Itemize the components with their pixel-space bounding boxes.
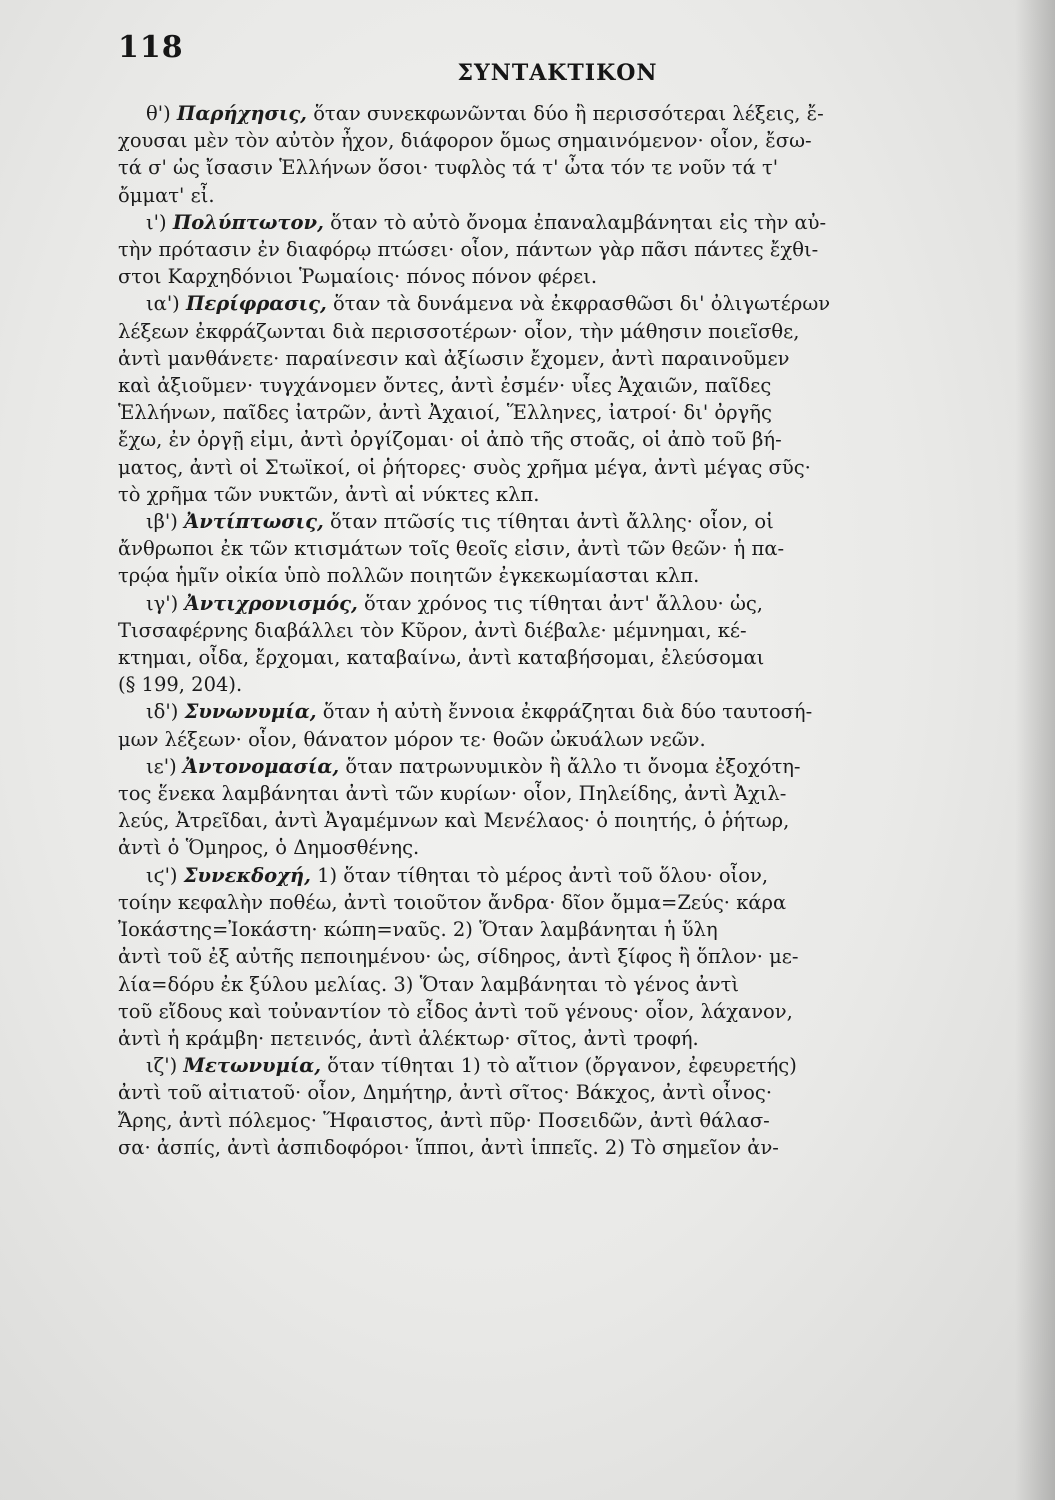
paragraph (118, 290, 968, 508)
paragraph (118, 100, 968, 209)
paragraph (118, 508, 968, 590)
text-line: λεύς, Ἀτρεῖδαι, ἀντὶ Ἀγαμέμνων καὶ Μενέλαος· ὁ ποιητής, ὁ ῥήτωρ, (118, 809, 790, 833)
line-text: ὅταν πατρωνυμικὸν ἢ ἄλλο τι ὄνομα ἐξοχότη- (345, 754, 801, 778)
paragraph-number: ιδ') (146, 700, 179, 724)
text-line: ὄμματ' εἶ. (118, 183, 215, 207)
text-line: τὴν πρότασιν ἐν διαφόρῳ πτώσει· οἷον, πάντων γὰρ πᾶσι πάντες ἔχθι- (118, 238, 819, 262)
text-line: τοίην κεφαλὴν ποθέω, ἀντὶ τοιοῦτον ἄνδρα· δῖον ὄμμα=Ζεύς· κάρα (118, 890, 787, 914)
paragraph (118, 590, 968, 699)
page-number: 118 (118, 30, 184, 65)
text-line: ἀντὶ ἡ κράμβη· πετεινός, ἀντὶ ἀλέκτωρ· σῖτος, ἀντὶ τροφή. (118, 1026, 699, 1050)
paragraph-number: ια') (146, 292, 180, 316)
text-line: (§ 199, 204). (118, 673, 243, 697)
text-line: ἔχω, ἐν ὀργῇ εἰμι, ἀντὶ ὀργίζομαι· οἱ ἀπὸ τῆς στοᾶς, οἱ ἀπὸ τοῦ βή- (118, 428, 782, 452)
line-text: ὅταν χρόνος τις τίθηται ἀντ' ἄλλου· ὡς, (364, 591, 763, 615)
text-line: Ἄρης, ἀντὶ πόλεμος· Ἥφαιστος, ἀντὶ πῦρ· Ποσειδῶν, ἀντὶ θάλασ- (118, 1108, 770, 1132)
line-text: ὅταν τὰ δυνάμενα νὰ ἐκφρασθῶσι δι' ὀλιγωτέρων (332, 292, 831, 316)
line-text: ὅταν τὸ αὐτὸ ὄνομα ἐπαναλαμβάνηται εἰς τὴν αὐ- (330, 210, 827, 234)
figure-term: Ἀντιχρονισμός, (184, 591, 358, 615)
paragraph (118, 698, 968, 752)
text-line: λία=δόρυ ἐκ ξύλου μελίας. 3) Ὅταν λαμβάνηται τὸ γένος ἀντὶ (118, 972, 740, 996)
text-line: στοι Καρχηδόνιοι Ῥωμαίοις· πόνος πόνον φέρει. (118, 265, 598, 289)
text-line: κτημαι, οἶδα, ἔρχομαι, καταβαίνω, ἀντὶ καταβήσομαι, ἐλεύσομαι (118, 646, 765, 670)
paragraph (118, 209, 968, 291)
body-text (118, 100, 968, 1161)
paragraph-number: ιε') (146, 754, 177, 778)
figure-term: Παρήχησις, (176, 102, 307, 125)
paragraph-number: ι') (146, 210, 167, 234)
line-text: 1) ὅταν τίθηται τὸ μέρος ἀντὶ τοῦ ὅλου· οἷον, (317, 863, 769, 887)
paragraph-number: ιζ') (146, 1054, 178, 1078)
paragraph (118, 862, 968, 1052)
text-line: τοῦ εἴδους καὶ τοὐναντίον τὸ εἶδος ἀντὶ τοῦ γένους· οἷον, λάχανον, (118, 999, 793, 1023)
text-line: τος ἕνεκα λαμβάνηται ἀντὶ τῶν κυρίων· οἷον, Πηλείδης, ἀντὶ Ἀχιλ- (118, 782, 787, 806)
text-line: ἀντὶ μανθάνετε· παραίνεσιν καὶ ἀξίωσιν ἔχομεν, ἀντὶ παραινοῦμεν (118, 346, 790, 370)
text-line: ἀντὶ τοῦ αἰτιατοῦ· οἷον, Δημήτηρ, ἀντὶ σῖτος· Βάκχος, ἀντὶ οἶνος· (118, 1081, 773, 1105)
text-line: ματος, ἀντὶ οἱ Στωϊκοί, οἱ ῥήτορες· συὸς χρῆμα μέγα, ἀντὶ μέγας σῦς· (118, 455, 811, 479)
text-line: χουσαι μὲν τὸν αὐτὸν ἦχον, διάφορον ὅμως σημαινόμενον· οἷον, ἔσω- (118, 129, 812, 153)
text-line: μων λέξεων· οἷον, θάνατον μόρον τε· θοῶν ὠκυάλων νεῶν. (118, 727, 706, 751)
line-text: ὅταν συνεκφωνῶνται δύο ἢ περισσότεραι λέξεις, ἔ- (313, 102, 824, 125)
text-line: Τισσαφέρνης διαβάλλει τὸν Κῦρον, ἀντὶ διέβαλε· μέμνημαι, κέ- (118, 618, 747, 642)
text-line (118, 698, 968, 725)
figure-term: Ἀντονομασία, (182, 754, 340, 778)
text-line: Ἑλλήνων, παῖδες ἰατρῶν, ἀντὶ Ἀχαιοί, Ἕλληνες, ἰατροί· δι' ὀργῆς (118, 401, 772, 425)
text-line (118, 753, 968, 780)
paragraph (118, 753, 968, 862)
text-line (118, 862, 968, 889)
text-line (118, 1052, 968, 1079)
running-head: ΣΥΝΤΑΚΤΙΚΟΝ (457, 60, 658, 86)
paragraph-number: ιγ') (146, 591, 179, 615)
paragraph-number: ιβ') (146, 510, 178, 534)
text-line (118, 290, 968, 317)
figure-term: Συνωνυμία, (184, 700, 317, 724)
figure-term: Ἀντίπτωσις, (184, 510, 324, 534)
text-line (118, 508, 968, 535)
paragraph-number: θ') (146, 102, 171, 125)
text-line: τά σ' ὡς ἴσασιν Ἑλλήνων ὅσοι· τυφλὸς τά τ' ὦτα τόν τε νοῦν τά τ' (118, 156, 779, 180)
page-shadow (1015, 0, 1055, 1500)
text-line: καὶ ἀξιοῦμεν· τυγχάνομεν ὄντες, ἀντὶ ἐσμέν· υἷες Ἀχαιῶν, παῖδες (118, 374, 772, 398)
text-line: ἀντὶ ὁ Ὅμηρος, ὁ Δημοσθένης. (118, 836, 420, 860)
figure-term: Περίφρασις, (186, 292, 327, 316)
text-line: Ἰοκάστης=Ἰοκάστη· κώπη=ναῦς. 2) Ὅταν λαμβάνηται ἡ ὕλη (118, 918, 718, 942)
line-text: ὅταν πτῶσίς τις τίθηται ἀντὶ ἄλλης· οἷον, οἱ (329, 510, 774, 534)
text-line (118, 590, 968, 617)
figure-term: Πολύπτωτον, (172, 210, 324, 234)
paragraph-number: ιϛ') (146, 863, 178, 887)
text-line: σα· ἀσπίς, ἀντὶ ἀσπιδοφόροι· ἵπποι, ἀντὶ ἱππεῖς. 2) Τὸ σημεῖον ἀν- (118, 1135, 779, 1159)
paragraph (118, 1052, 968, 1161)
text-line: ἄνθρωποι ἐκ τῶν κτισμάτων τοῖς θεοῖς εἰσιν, ἀντὶ τῶν θεῶν· ἡ πα- (118, 537, 785, 561)
line-text: ὅταν ἡ αὐτὴ ἔννοια ἐκφράζηται διὰ δύο ταυτοσή- (322, 700, 813, 724)
text-line: τὸ χρῆμα τῶν νυκτῶν, ἀντὶ αἱ νύκτες κλπ. (118, 482, 540, 506)
text-line (118, 100, 968, 127)
figure-term: Συνεκδοχή, (183, 863, 311, 887)
text-line: ἀντὶ τοῦ ἐξ αὐτῆς πεποιημένου· ὡς, σίδηρος, ἀντὶ ξίφος ἢ ὅπλον· με- (118, 945, 799, 969)
figure-term: Μετωνυμία, (183, 1054, 322, 1078)
text-line (118, 209, 968, 236)
text-line: λέξεων ἐκφράζωνται διὰ περισσοτέρων· οἷον, τὴν μάθησιν ποιεῖσθε, (118, 319, 800, 343)
text-line: τρῴα ἡμῖν οἰκία ὑπὸ πολλῶν ποιητῶν ἐγκεκωμίασται κλπ. (118, 564, 700, 588)
line-text: ὅταν τίθηται 1) τὸ αἴτιον (ὄργανον, ἐφευρετής) (327, 1054, 797, 1078)
